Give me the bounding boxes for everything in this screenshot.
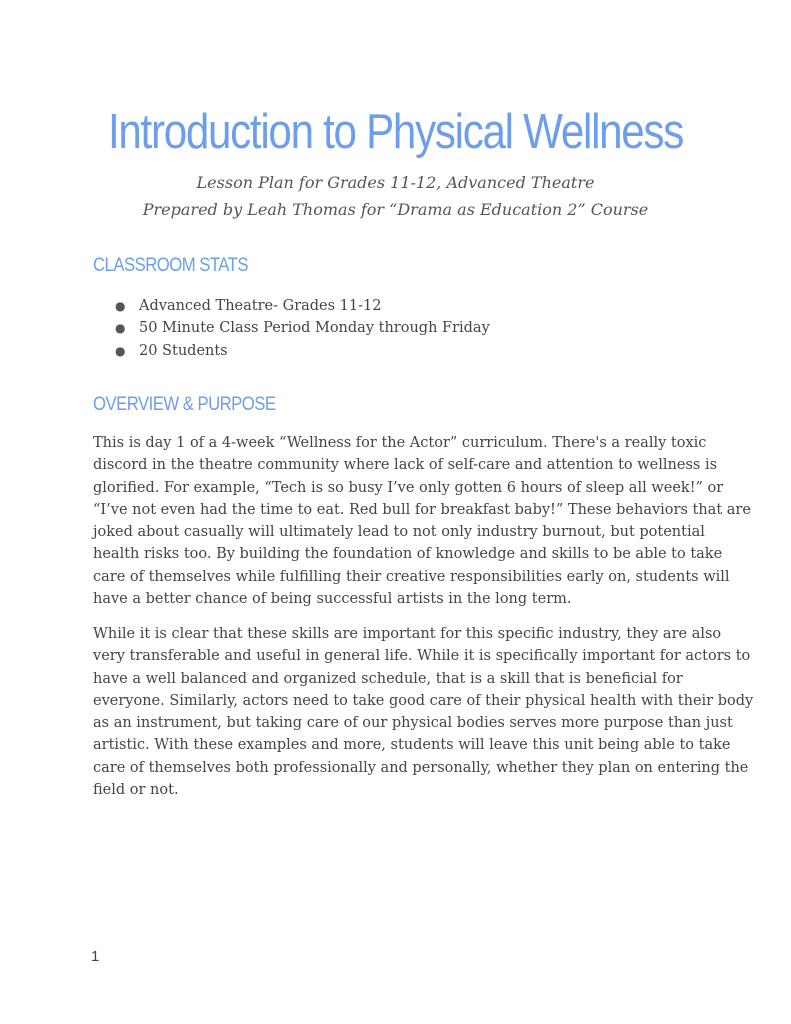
paragraph-line: have a better chance of being successful artists in the long term.: [93, 591, 572, 608]
list-item-text: 20 Students: [139, 342, 228, 359]
subtitle-grade-line: Lesson Plan for Grades 11-12, Advanced Theatre: [196, 173, 595, 192]
page-number: 1: [91, 948, 100, 965]
bullet-icon: ●: [115, 343, 126, 358]
overview-purpose-heading: OVERVIEW & PURPOSE: [93, 394, 276, 415]
list-item: [93, 317, 490, 339]
paragraph-line: everyone. Similarly, actors need to take good care of their physical health with their body: [93, 692, 754, 709]
bullet-icon: ●: [115, 321, 126, 336]
paragraph-line: as an instrument, but taking care of our physical bodies serves more purpose than just: [93, 715, 733, 732]
paragraph-line: glorified. For example, “Tech is so busy I’ve only gotten 6 hours of sleep all week!” or: [93, 479, 724, 496]
paragraph-line: care of themselves both professionally and personally, whether they plan on entering the: [93, 759, 749, 776]
paragraph-line: While it is clear that these skills are important for this specific industry, they are also: [93, 626, 722, 642]
document-title: Introduction to Physical Wellness: [107, 105, 683, 159]
list-item-text: 50 Minute Class Period Monday through Friday: [139, 320, 490, 337]
paragraph-line: have a well balanced and organized schedule, that is a skill that is beneficial for: [93, 670, 683, 687]
paragraph-line: discord in the theatre community where lack of self-care and attention to wellness is: [93, 457, 718, 474]
classroom-stats-heading: CLASSROOM STATS: [93, 255, 248, 276]
paragraph-line: joked about casually will ultimately lead to not only industry burnout, but potential: [93, 524, 705, 541]
paragraph-line: field or not.: [93, 782, 179, 799]
classroom-stats-list: [93, 295, 490, 362]
paragraph-line: This is day 1 of a 4-week “Wellness for the Actor” curriculum. There's a really toxic: [93, 435, 707, 451]
paragraph-line: “I’ve not even had the time to eat. Red bull for breakfast baby!” These behaviors that are: [93, 501, 751, 518]
list-item: [93, 295, 490, 317]
overview-paragraph-1: [93, 432, 751, 610]
bullet-icon: ●: [115, 299, 126, 313]
subtitle-author-line: Prepared by Leah Thomas for “Drama as Education 2” Course: [142, 200, 649, 219]
paragraph-line: artistic. With these examples and more, students will leave this unit being able to take: [93, 737, 731, 754]
overview-paragraph-2: [93, 623, 754, 801]
list-item: [93, 340, 490, 362]
paragraph-line: very transferable and useful in general life. While it is specifically important for actors to: [93, 648, 751, 665]
list-item-text: Advanced Theatre- Grades 11-12: [139, 298, 382, 314]
paragraph-line: health risks too. By building the foundation of knowledge and skills to be able to take: [93, 546, 723, 563]
paragraph-line: care of themselves while fulfilling their creative responsibilities early on, students will: [93, 568, 730, 585]
